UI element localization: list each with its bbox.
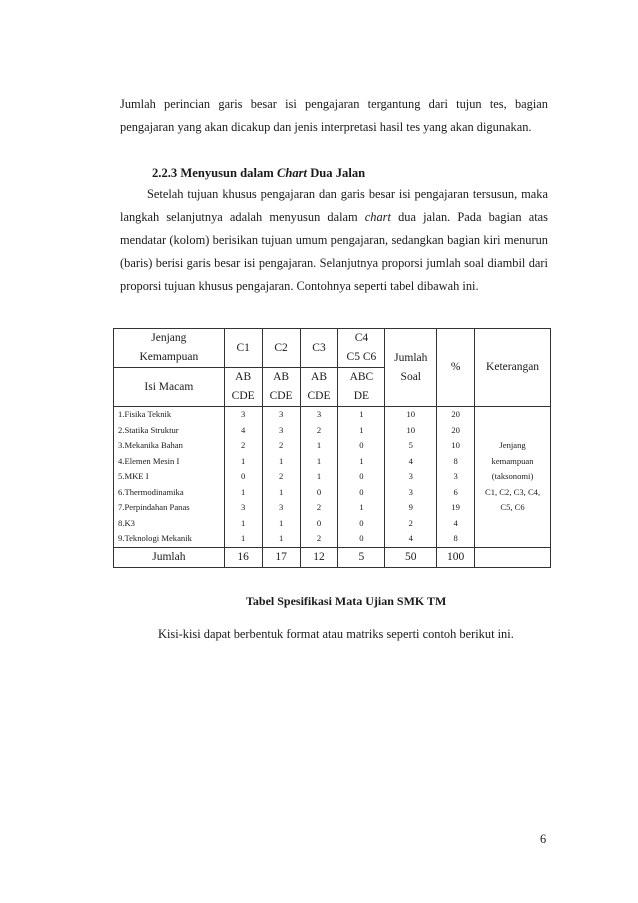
specification-table <box>113 328 551 568</box>
intro-paragraph: Jumlah perincian garis besar isi pengajaran tergantung dari tujun tes, bagian pengajaran yang akan dicakup dan jenis interpretasi hasil tes yang akan digunakan. <box>120 97 548 134</box>
header-c2: C2 <box>262 329 300 368</box>
table-body-row <box>114 407 551 548</box>
header-jenjang: Jenjang Kemampuan <box>114 329 225 368</box>
subheader-c2: AB CDE <box>262 368 300 407</box>
section-number: 2.2.3 <box>152 166 178 180</box>
keterangan-column: Jenjang kemampuan (taksonomi) C1, C2, C3, C4, C5, C6 <box>475 407 551 548</box>
table-caption: Tabel Spesifikasi Mata Ujian SMK TM <box>246 594 447 608</box>
body-italic-word: chart <box>364 210 391 224</box>
header-isi-macam: Isi Macam <box>114 368 225 407</box>
total-c1: 16 <box>224 547 262 567</box>
total-label: Jumlah <box>114 547 225 567</box>
body-part2: dua jalan. Pada bagian atas mendatar (kolom) berisikan tujuan umum pengajaran, sedangkan bagian kiri menurun (baris) berisi garis besar isi pengajaran. Selanjutnya proporsi jumlah soal diambil dari proporsi tujuan khusus pengajaran. Contohnya seperti tabel dibawah ini. <box>120 210 548 293</box>
header-c1: C1 <box>224 329 262 368</box>
total-jumlah: 50 <box>385 547 437 567</box>
topik-column: 1.Fisika Teknik 2.Statika Struktur 3.Mekanika Bahan 4.Elemen Mesin I 5.MKE I 6.Thermodinamika 7.Perpindahan Panas 8.K3 9.Teknologi Mekanik <box>114 407 225 548</box>
total-row <box>114 547 551 567</box>
persen-column: 20 20 10 8 3 6 19 4 8 <box>437 407 475 548</box>
header-keterangan: Keterangan <box>475 329 551 407</box>
page-number: 6 <box>540 832 547 846</box>
section-title-italic: Chart <box>276 166 308 180</box>
total-c3: 12 <box>300 547 338 567</box>
total-c2: 17 <box>262 547 300 567</box>
section-title-part1: Menyusun dalam <box>180 166 274 180</box>
header-jumlah-soal: Jumlah Soal <box>385 329 437 407</box>
c3-column: 3 2 1 1 1 0 2 0 2 <box>300 407 338 548</box>
c1-column: 3 4 2 1 0 1 3 1 1 <box>224 407 262 548</box>
section-heading <box>152 166 365 181</box>
subheader-c3: AB CDE <box>300 368 338 407</box>
subheader-c1: AB CDE <box>224 368 262 407</box>
header-row-1 <box>114 329 551 368</box>
header-persen: % <box>437 329 475 407</box>
closing-paragraph: Kisi-kisi dapat berbentuk format atau matriks seperti contoh berikut ini. <box>158 627 514 641</box>
section-title-part2: Dua Jalan <box>310 166 366 180</box>
c456-column: 1 1 0 1 0 0 1 0 0 <box>338 407 385 548</box>
body-part1: Setelah tujuan khusus pengajaran dan garis besar isi pengajaran tersusun, maka langkah selanjutnya adalah menyusun dalam <box>120 187 548 224</box>
total-keterangan <box>475 547 551 567</box>
body-paragraph <box>120 183 548 298</box>
total-c456: 5 <box>338 547 385 567</box>
header-c3: C3 <box>300 329 338 368</box>
jumlah-column: 10 10 5 4 3 3 9 2 4 <box>385 407 437 548</box>
subheader-c456: ABC DE <box>338 368 385 407</box>
total-persen: 100 <box>437 547 475 567</box>
header-c456: C4 C5 C6 <box>338 329 385 368</box>
c2-column: 3 3 2 1 2 1 3 1 1 <box>262 407 300 548</box>
